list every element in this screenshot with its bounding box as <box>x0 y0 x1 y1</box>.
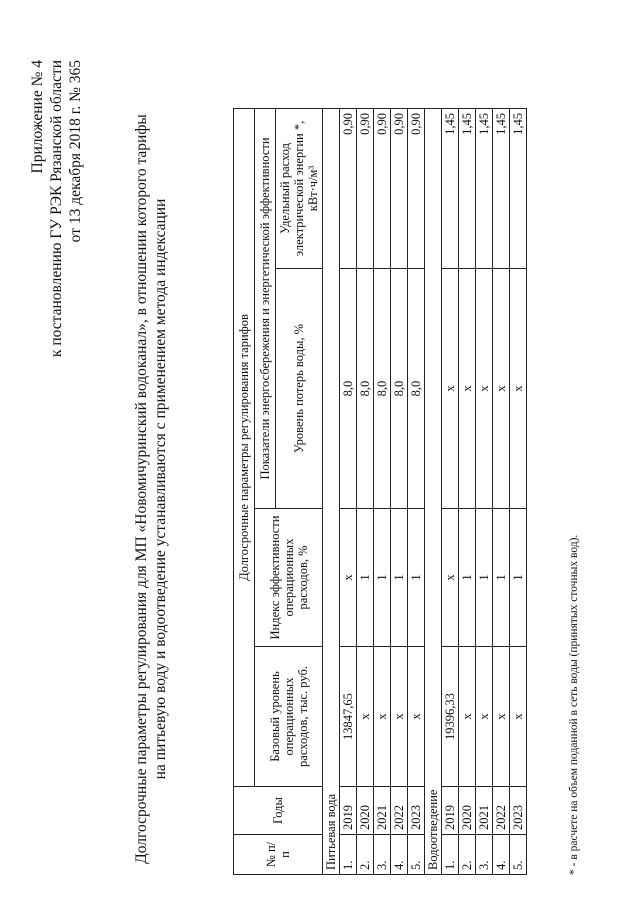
cell-energy-consumption: 1,45 <box>510 109 527 269</box>
cell-base-costs: х <box>391 647 408 787</box>
cell-water-losses: х <box>510 269 527 509</box>
cell-base-costs: х <box>459 647 476 787</box>
section-title: Питьевая вода <box>323 109 340 875</box>
appendix-header <box>28 60 85 895</box>
cell-num: 4. <box>391 835 408 875</box>
table-row <box>340 109 357 875</box>
cell-water-losses: 8,0 <box>391 269 408 509</box>
cell-num: 2. <box>459 835 476 875</box>
cell-year: 2020 <box>459 787 476 835</box>
header-losses: Уровень потерь воды, % <box>276 269 323 509</box>
cell-num: 4. <box>493 835 510 875</box>
cell-efficiency-index: 1 <box>476 509 493 647</box>
cell-base-costs: х <box>408 647 425 787</box>
cell-num: 5. <box>510 835 527 875</box>
cell-efficiency-index: х <box>442 509 459 647</box>
footnote: * - в расчете на объем поданной в сеть воды (принятых сточных вод). <box>568 534 580 875</box>
section-title: Водоотведение <box>425 109 442 875</box>
cell-efficiency-index: 1 <box>459 509 476 647</box>
cell-energy-consumption: 0,90 <box>374 109 391 269</box>
cell-energy-consumption: 1,45 <box>459 109 476 269</box>
cell-base-costs: х <box>510 647 527 787</box>
cell-water-losses: х <box>459 269 476 509</box>
table-row <box>493 109 510 875</box>
cell-efficiency-index: 1 <box>493 509 510 647</box>
title-line-2: на питьевую воду и водоотведение устанавливаются с применением метода индексации <box>152 198 169 780</box>
cell-num: 2. <box>357 835 374 875</box>
header-index: Индекс эффективности операционных расходов, % <box>255 509 323 647</box>
cell-year: 2023 <box>408 787 425 835</box>
table-row <box>476 109 493 875</box>
cell-energy-consumption: 0,90 <box>340 109 357 269</box>
cell-water-losses: х <box>476 269 493 509</box>
header-energy-group: Показатели энергосбережения и энергетической эффективности <box>255 109 276 509</box>
table-row <box>357 109 374 875</box>
header-energy: Удельный расход электрической энергии *, кВт·ч/м³ <box>276 109 323 269</box>
title-line-1: Долгосрочные параметры регулирования для МП «Новомичуринский водоканал», в отношении которого тарифы <box>133 114 150 864</box>
cell-efficiency-index: 1 <box>408 509 425 647</box>
cell-energy-consumption: 1,45 <box>476 109 493 269</box>
section-row <box>323 109 340 875</box>
header-group: Долгосрочные параметры регулирования тарифов <box>234 109 255 787</box>
cell-energy-consumption: 1,45 <box>442 109 459 269</box>
cell-base-costs: х <box>476 647 493 787</box>
cell-water-losses: 8,0 <box>408 269 425 509</box>
cell-num: 1. <box>442 835 459 875</box>
cell-base-costs: х <box>493 647 510 787</box>
appendix-date: от 13 декабря 2018 г. № 365 <box>67 60 84 243</box>
cell-num: 3. <box>476 835 493 875</box>
cell-efficiency-index: 1 <box>510 509 527 647</box>
cell-water-losses: 8,0 <box>374 269 391 509</box>
cell-year: 2022 <box>391 787 408 835</box>
cell-base-costs: 19396,33 <box>442 647 459 787</box>
parameters-table <box>233 108 527 875</box>
cell-num: 3. <box>374 835 391 875</box>
cell-energy-consumption: 1,45 <box>493 109 510 269</box>
appendix-reference: к постановлению ГУ РЭК Рязанской области <box>48 60 65 358</box>
cell-energy-consumption: 0,90 <box>391 109 408 269</box>
cell-year: 2021 <box>476 787 493 835</box>
cell-base-costs: х <box>374 647 391 787</box>
table-row <box>374 109 391 875</box>
parameters-table-container <box>233 108 527 875</box>
cell-efficiency-index: 1 <box>357 509 374 647</box>
cell-energy-consumption: 0,90 <box>408 109 425 269</box>
header-years: Годы <box>234 787 323 835</box>
appendix-number: Приложение № 4 <box>29 60 46 174</box>
section-row <box>425 109 442 875</box>
table-body <box>323 109 527 875</box>
cell-year: 2019 <box>442 787 459 835</box>
cell-water-losses: 8,0 <box>357 269 374 509</box>
header-num: № п/п <box>234 835 323 875</box>
cell-year: 2022 <box>493 787 510 835</box>
cell-num: 5. <box>408 835 425 875</box>
cell-base-costs: 13847,65 <box>340 647 357 787</box>
cell-efficiency-index: х <box>340 509 357 647</box>
document-title <box>132 83 170 895</box>
header-base: Базовый уровень операционных расходов, тыс. руб. <box>255 647 323 787</box>
table-row <box>459 109 476 875</box>
cell-water-losses: х <box>442 269 459 509</box>
cell-year: 2021 <box>374 787 391 835</box>
table-row <box>442 109 459 875</box>
cell-base-costs: х <box>357 647 374 787</box>
cell-efficiency-index: 1 <box>374 509 391 647</box>
cell-energy-consumption: 0,90 <box>357 109 374 269</box>
cell-year: 2019 <box>340 787 357 835</box>
cell-year: 2020 <box>357 787 374 835</box>
table-row <box>510 109 527 875</box>
table-row <box>391 109 408 875</box>
cell-num: 1. <box>340 835 357 875</box>
cell-efficiency-index: 1 <box>391 509 408 647</box>
cell-water-losses: 8,0 <box>340 269 357 509</box>
cell-water-losses: х <box>493 269 510 509</box>
cell-year: 2023 <box>510 787 527 835</box>
table-row <box>408 109 425 875</box>
